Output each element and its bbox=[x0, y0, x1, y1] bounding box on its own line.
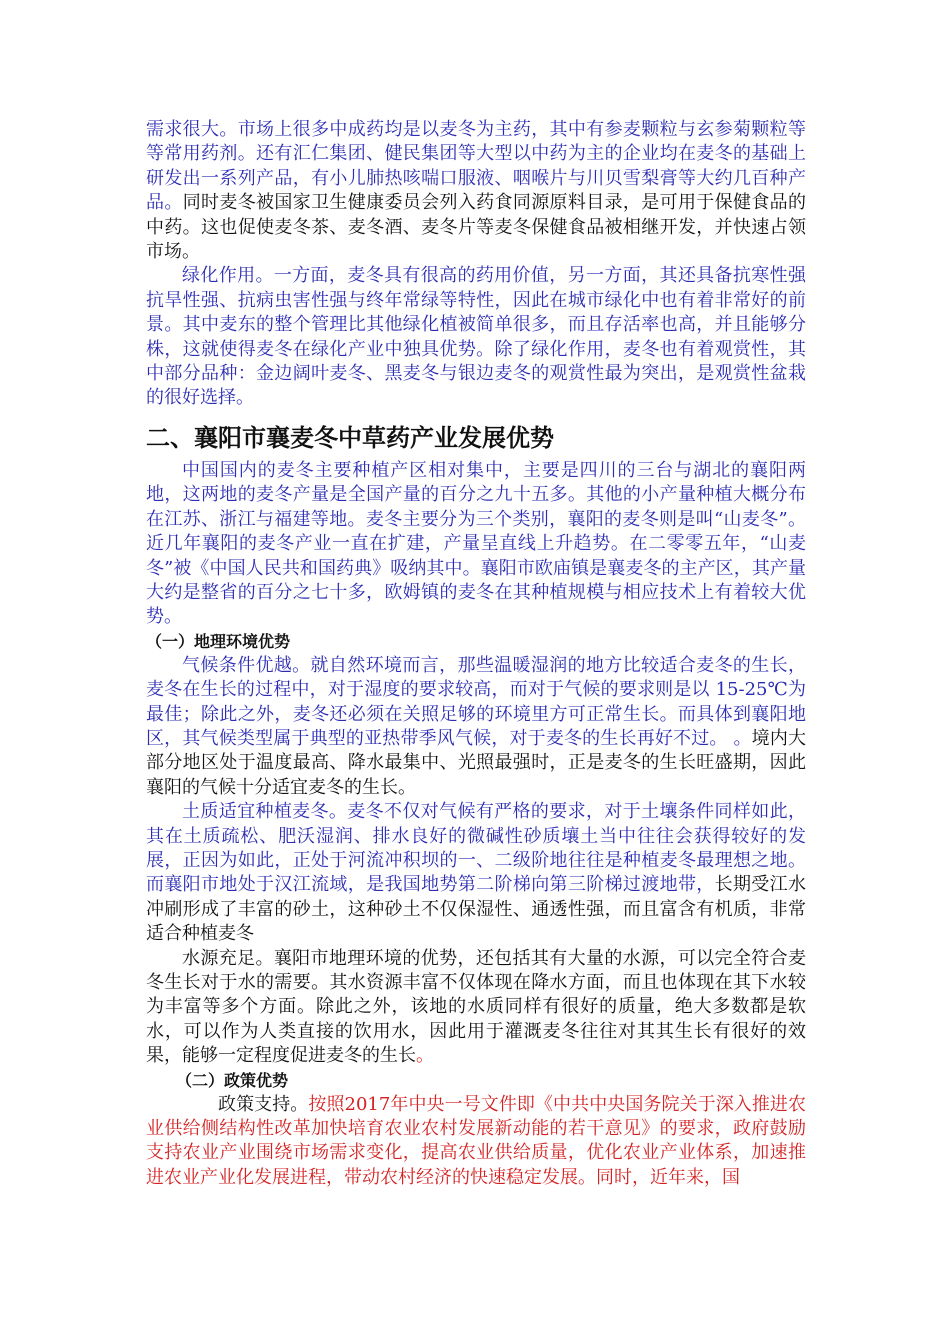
paragraph-text: 。 bbox=[416, 1045, 434, 1067]
paragraph-greening: 绿化作用。一方面，麦冬具有很高的药用价值，另一方面，其还具备抗寒性强抗旱性强、抗病虫害性强与终年常绿等特性，因此在城市绿化中也有着非常好的前景。其中麦东的整个管理比其他绿化植被简单很多，而且存活率也高，并且能够分株，这就使得麦冬在绿化产业中独具优势。除了绿化作用，麦冬也有着观赏性，其中部分品种：金边阔叶麦冬、黑麦冬与银边麦冬的观赏性最为突出，是观赏性盆栽的很好选择。 bbox=[146, 265, 806, 409]
document-page bbox=[146, 118, 806, 1190]
paragraph-text: 长期受江水冲刷形成了丰富的砂土，这种砂土不仅保湿性、通透性强，而且富含有机质，非常适合种植麦冬 bbox=[146, 874, 806, 945]
paragraph-climate bbox=[146, 654, 806, 800]
paragraph-soil bbox=[146, 800, 806, 946]
paragraph-water bbox=[146, 947, 806, 1069]
paragraph-text: 土质适宜种植麦冬。麦冬不仅对气候有严格的要求，对于土壤条件同样如此，其在土质疏松、肥沃湿润、排水良好的微碱性砂质壤土当中往往会获得较好的发展，正因为如此，正处于河流冲积坝的一、二级阶地往往是种植麦冬最理想之地。而襄阳市地处于汉江流域，是我国地势第二阶梯向第三阶梯过渡地带， bbox=[146, 801, 806, 896]
paragraph-text: 同时麦冬被国家卫生健康委员会列入药食同源原料目录，是可用于保健食品的中药。这也促使麦冬茶、麦冬酒、麦冬片等麦冬保健食品被相继开发，并快速占领市场。 bbox=[146, 192, 806, 263]
paragraph-text: 气候条件优越。就自然环境而言，那些温暖湿润的地方比较适合麦冬的生长，麦冬在生长的过程中，对于湿度的要求较高，而对于气候的要求则是以 15-25℃为最佳；除此之外，麦冬还必须在关照足够的环境里方可正常生长。而具体到襄阳地区，其气候类型属于典型的亚热带季风气候，对于麦冬的生长再好不过。 。 bbox=[146, 654, 806, 749]
paragraph-text: 政策支持。 bbox=[218, 1093, 309, 1115]
paragraph-text: 按照2017年中央一号文件即《中共中央国务院关于深入推进农业供给侧结构性改革加快培育农业农村发展新动能的若干意见》的要求，政府鼓励支持农业产业围绕市场需求变化，提高农业供给质量，优化农业产业体系，加速推进农业产业化发展进程，带动农村经济的快速稳定发展。同时，近年来，国 bbox=[146, 1093, 807, 1188]
paragraph-medicinal-market bbox=[146, 118, 806, 264]
section-heading: 二、襄阳市襄麦冬中草药产业发展优势 bbox=[146, 423, 554, 452]
paragraph-text: 需求很大。市场上很多中成药均是以麦冬为主药，其中有参麦颗粒与玄参菊颗粒等等常用药剂。还有汇仁集团、健民集团等大型以中药为主的企业均在麦冬的基础上研发出一系列产品，有小儿肺热咳喘口服液、咽喉片与川贝雪梨膏等大约几百种产品。 bbox=[146, 119, 806, 214]
paragraph-text: 水源充足。襄阳市地理环境的优势，还包括其有大量的水源，可以完全符合麦冬生长对于水的需要。其水资源丰富不仅体现在降水方面，而且也体现在其下水较为丰富等多个方面。除此之外，该地的水质同样有很好的质量，绝大多数都是软水，可以作为人类直接的饮用水，因此用于灌溉麦冬往往对其其生长有很好的效果，能够一定程度促进麦冬的生长 bbox=[146, 947, 806, 1067]
paragraph-text: 境内大部分地区处于温度最高、降水最集中、光照最强时，正是麦冬的生长旺盛期，因此襄阳的气候十分适宜麦冬的生长。 bbox=[146, 727, 807, 798]
subsection-heading-policy: （二）政策优势 bbox=[176, 1070, 289, 1090]
paragraph-policy bbox=[146, 1093, 806, 1191]
paragraph-production-areas: 中国国内的麦冬主要种植产区相对集中，主要是四川的三台与湖北的襄阳两地，这两地的麦冬产量是全国产量的百分之九十五多。其他的小产量种植大概分布在江苏、浙江与福建等地。麦冬主要分为三个类别，襄阳的麦冬则是叫“山麦冬”。近几年襄阳的麦冬产业一直在扩建，产量呈直线上升趋势。在二零零五年，“山麦冬”被《中国人民共和国药典》吸纳其中。襄阳市欧庙镇是襄麦冬的主产区，其产量大约是整省的百分之七十多，欧姆镇的麦冬在其种植规模与相应技术上有着较大优势。 bbox=[146, 459, 806, 628]
subsection-heading-geography: （一）地理环境优势 bbox=[146, 631, 291, 651]
